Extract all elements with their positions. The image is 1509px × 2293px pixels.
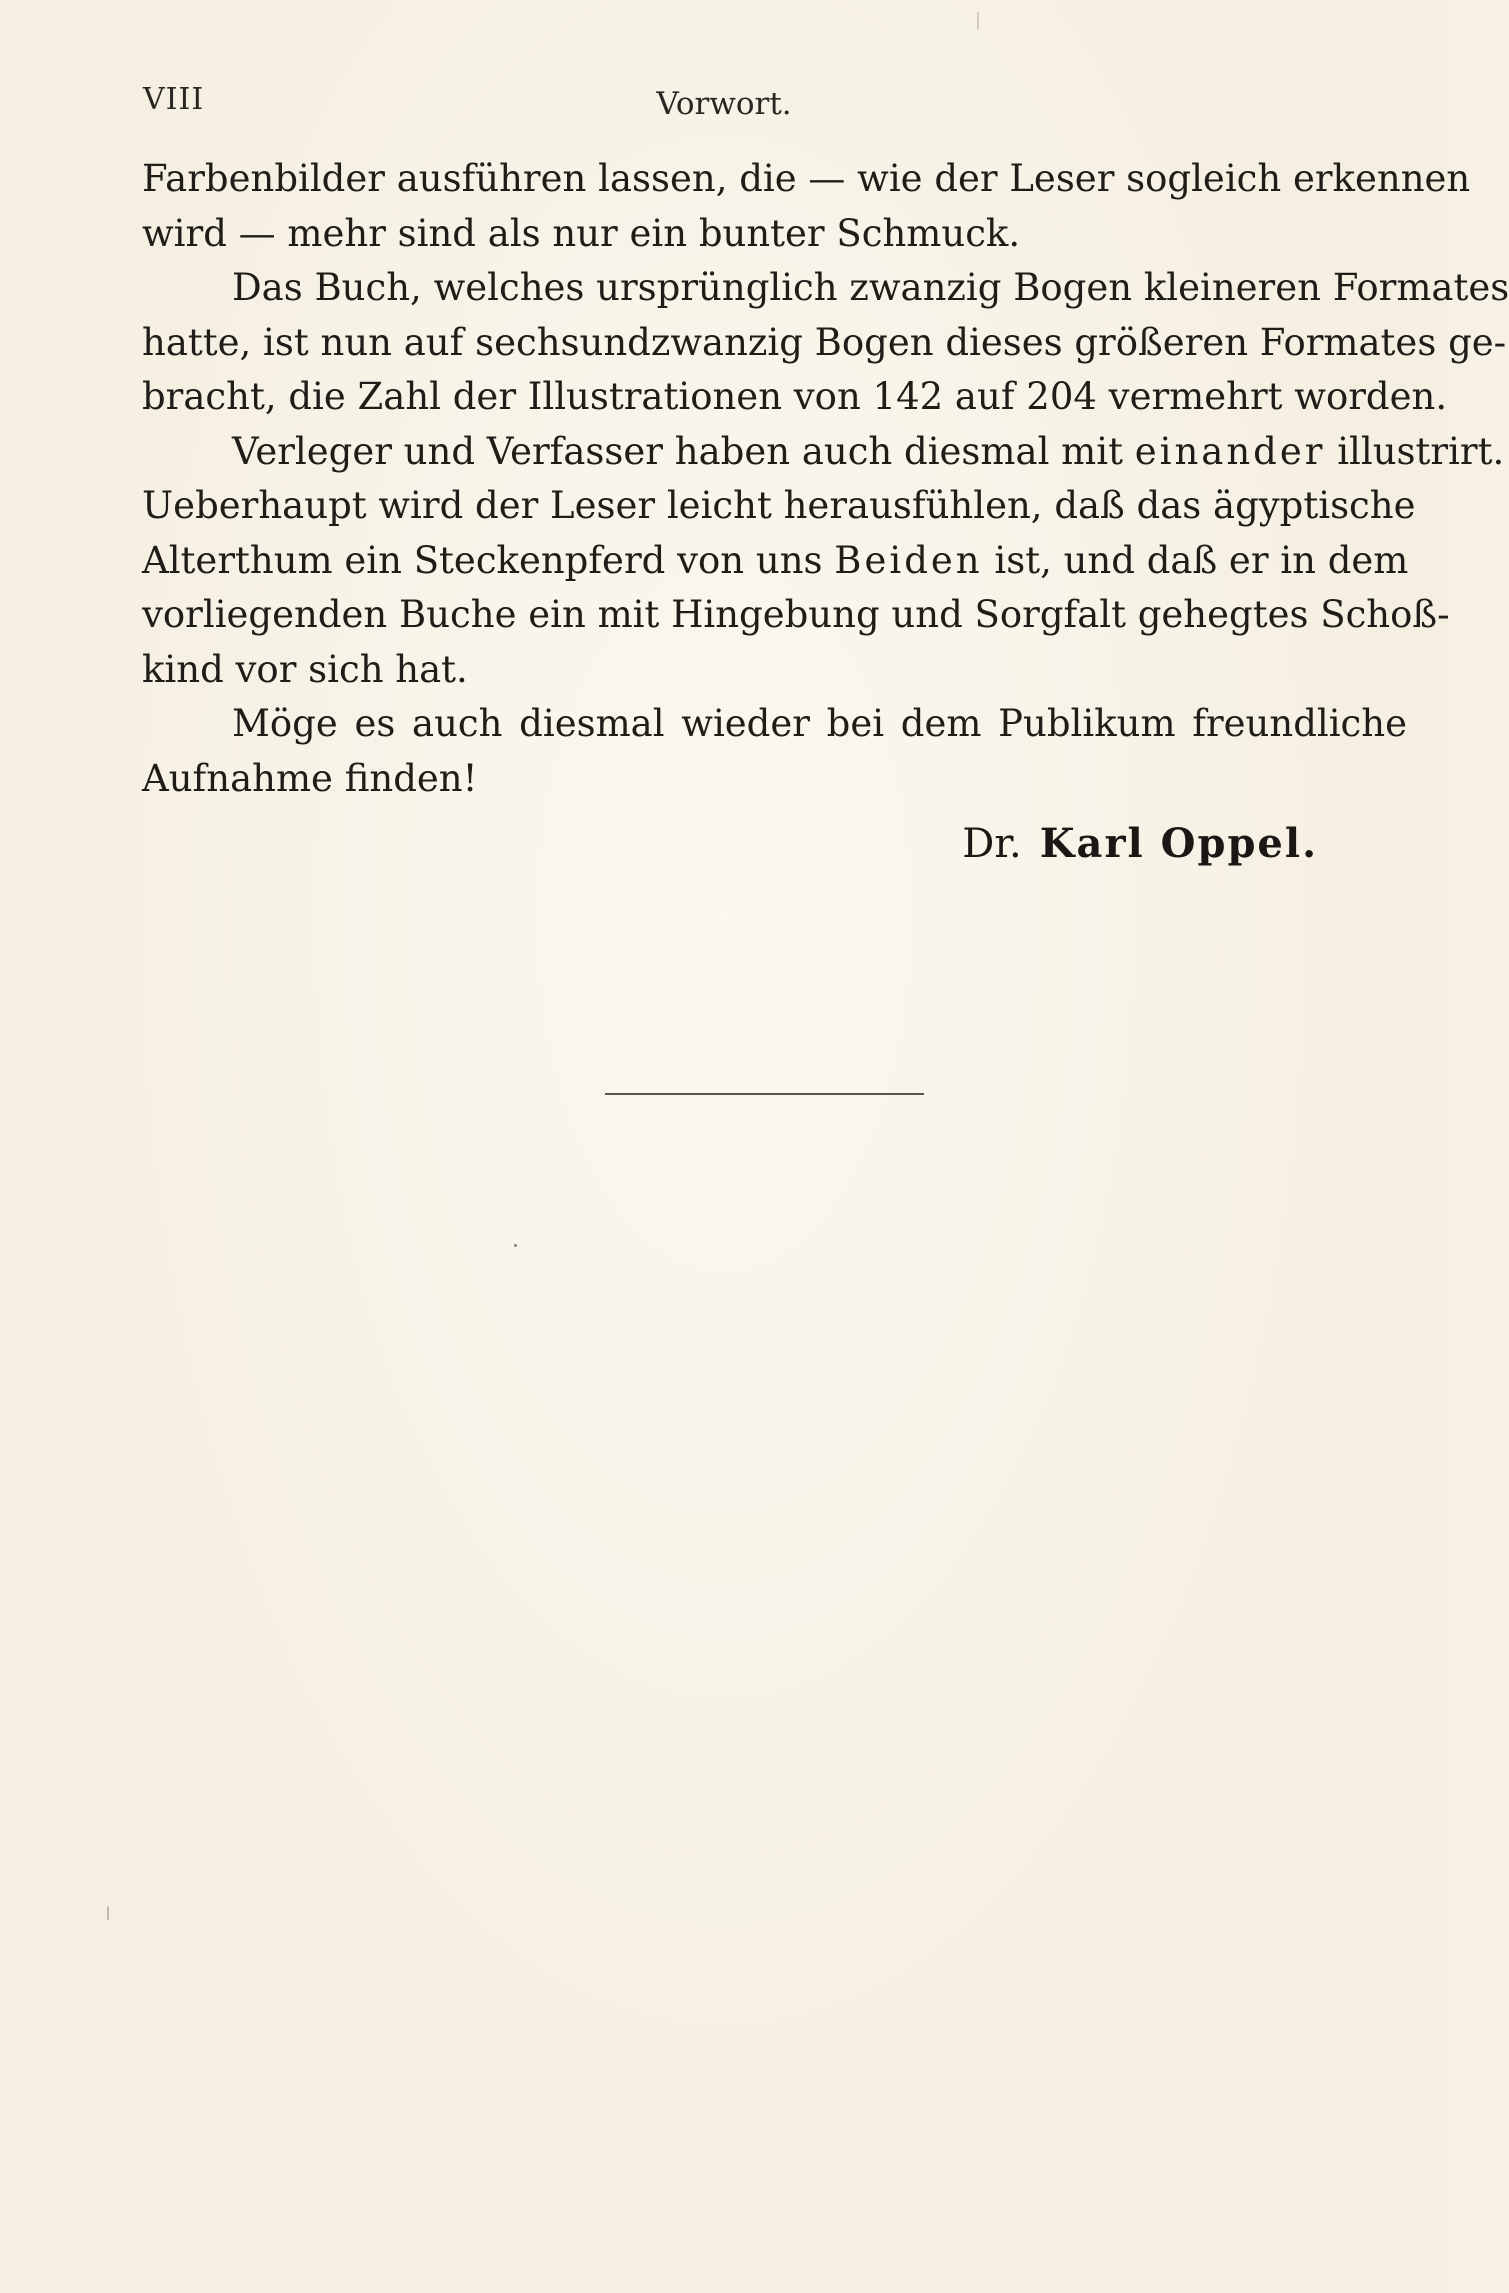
text-line: Das Buch, welches ursprünglich zwanzig Bogen kleineren Formates (232, 266, 1509, 309)
text-line: wird — mehr sind als nur ein bunter Schmuck. (142, 211, 1021, 255)
text-segment: Alterthum ein Steckenpferd von uns (142, 538, 823, 582)
signature-title: Dr. (962, 821, 1022, 867)
signature (962, 820, 1318, 867)
text-line: Möge es auch diesmal wieder bei dem Publikum freundliche (232, 702, 1407, 745)
text-line: vorliegenden Buche ein mit Hingebung und Sorgfalt gehegtes Schoß- (142, 593, 1450, 636)
spaced-emphasis: Beiden (834, 538, 983, 582)
signature-name: Karl Oppel. (1039, 820, 1318, 867)
page-number: VIII (143, 82, 205, 117)
spaced-emphasis: einander (1134, 429, 1326, 473)
text-line: kind vor sich hat. (142, 647, 468, 691)
text-line: Farbenbilder ausführen lassen, die — wie der Leser sogleich erkennen (142, 157, 1471, 200)
text-segment: ist, und daß er in dem (994, 538, 1409, 582)
text-line: Ueberhaupt wird der Leser leicht herausfühlen, daß das ägyptische (142, 484, 1416, 527)
paper-speck (514, 1244, 517, 1247)
paper-speck (107, 1906, 109, 1920)
text-line: Aufnahme finden! (142, 756, 478, 800)
text-segment: Verleger und Verfasser haben auch diesmal mit (232, 429, 1123, 473)
text-line-composite (142, 425, 1505, 480)
running-title: Vorwort. (656, 86, 792, 122)
paper-speck (977, 12, 979, 30)
text-segment: illustrirt. (1337, 429, 1505, 473)
text-line: bracht, die Zahl der Illustrationen von 142 auf 204 vermehrt worden. (142, 375, 1448, 418)
text-line-composite (142, 534, 1407, 589)
text-line: hatte, ist nun auf sechsundzwanzig Bogen dieses größeren Formates ge- (142, 320, 1507, 364)
preface-text (142, 152, 1509, 806)
end-rule-divider (605, 1093, 924, 1095)
